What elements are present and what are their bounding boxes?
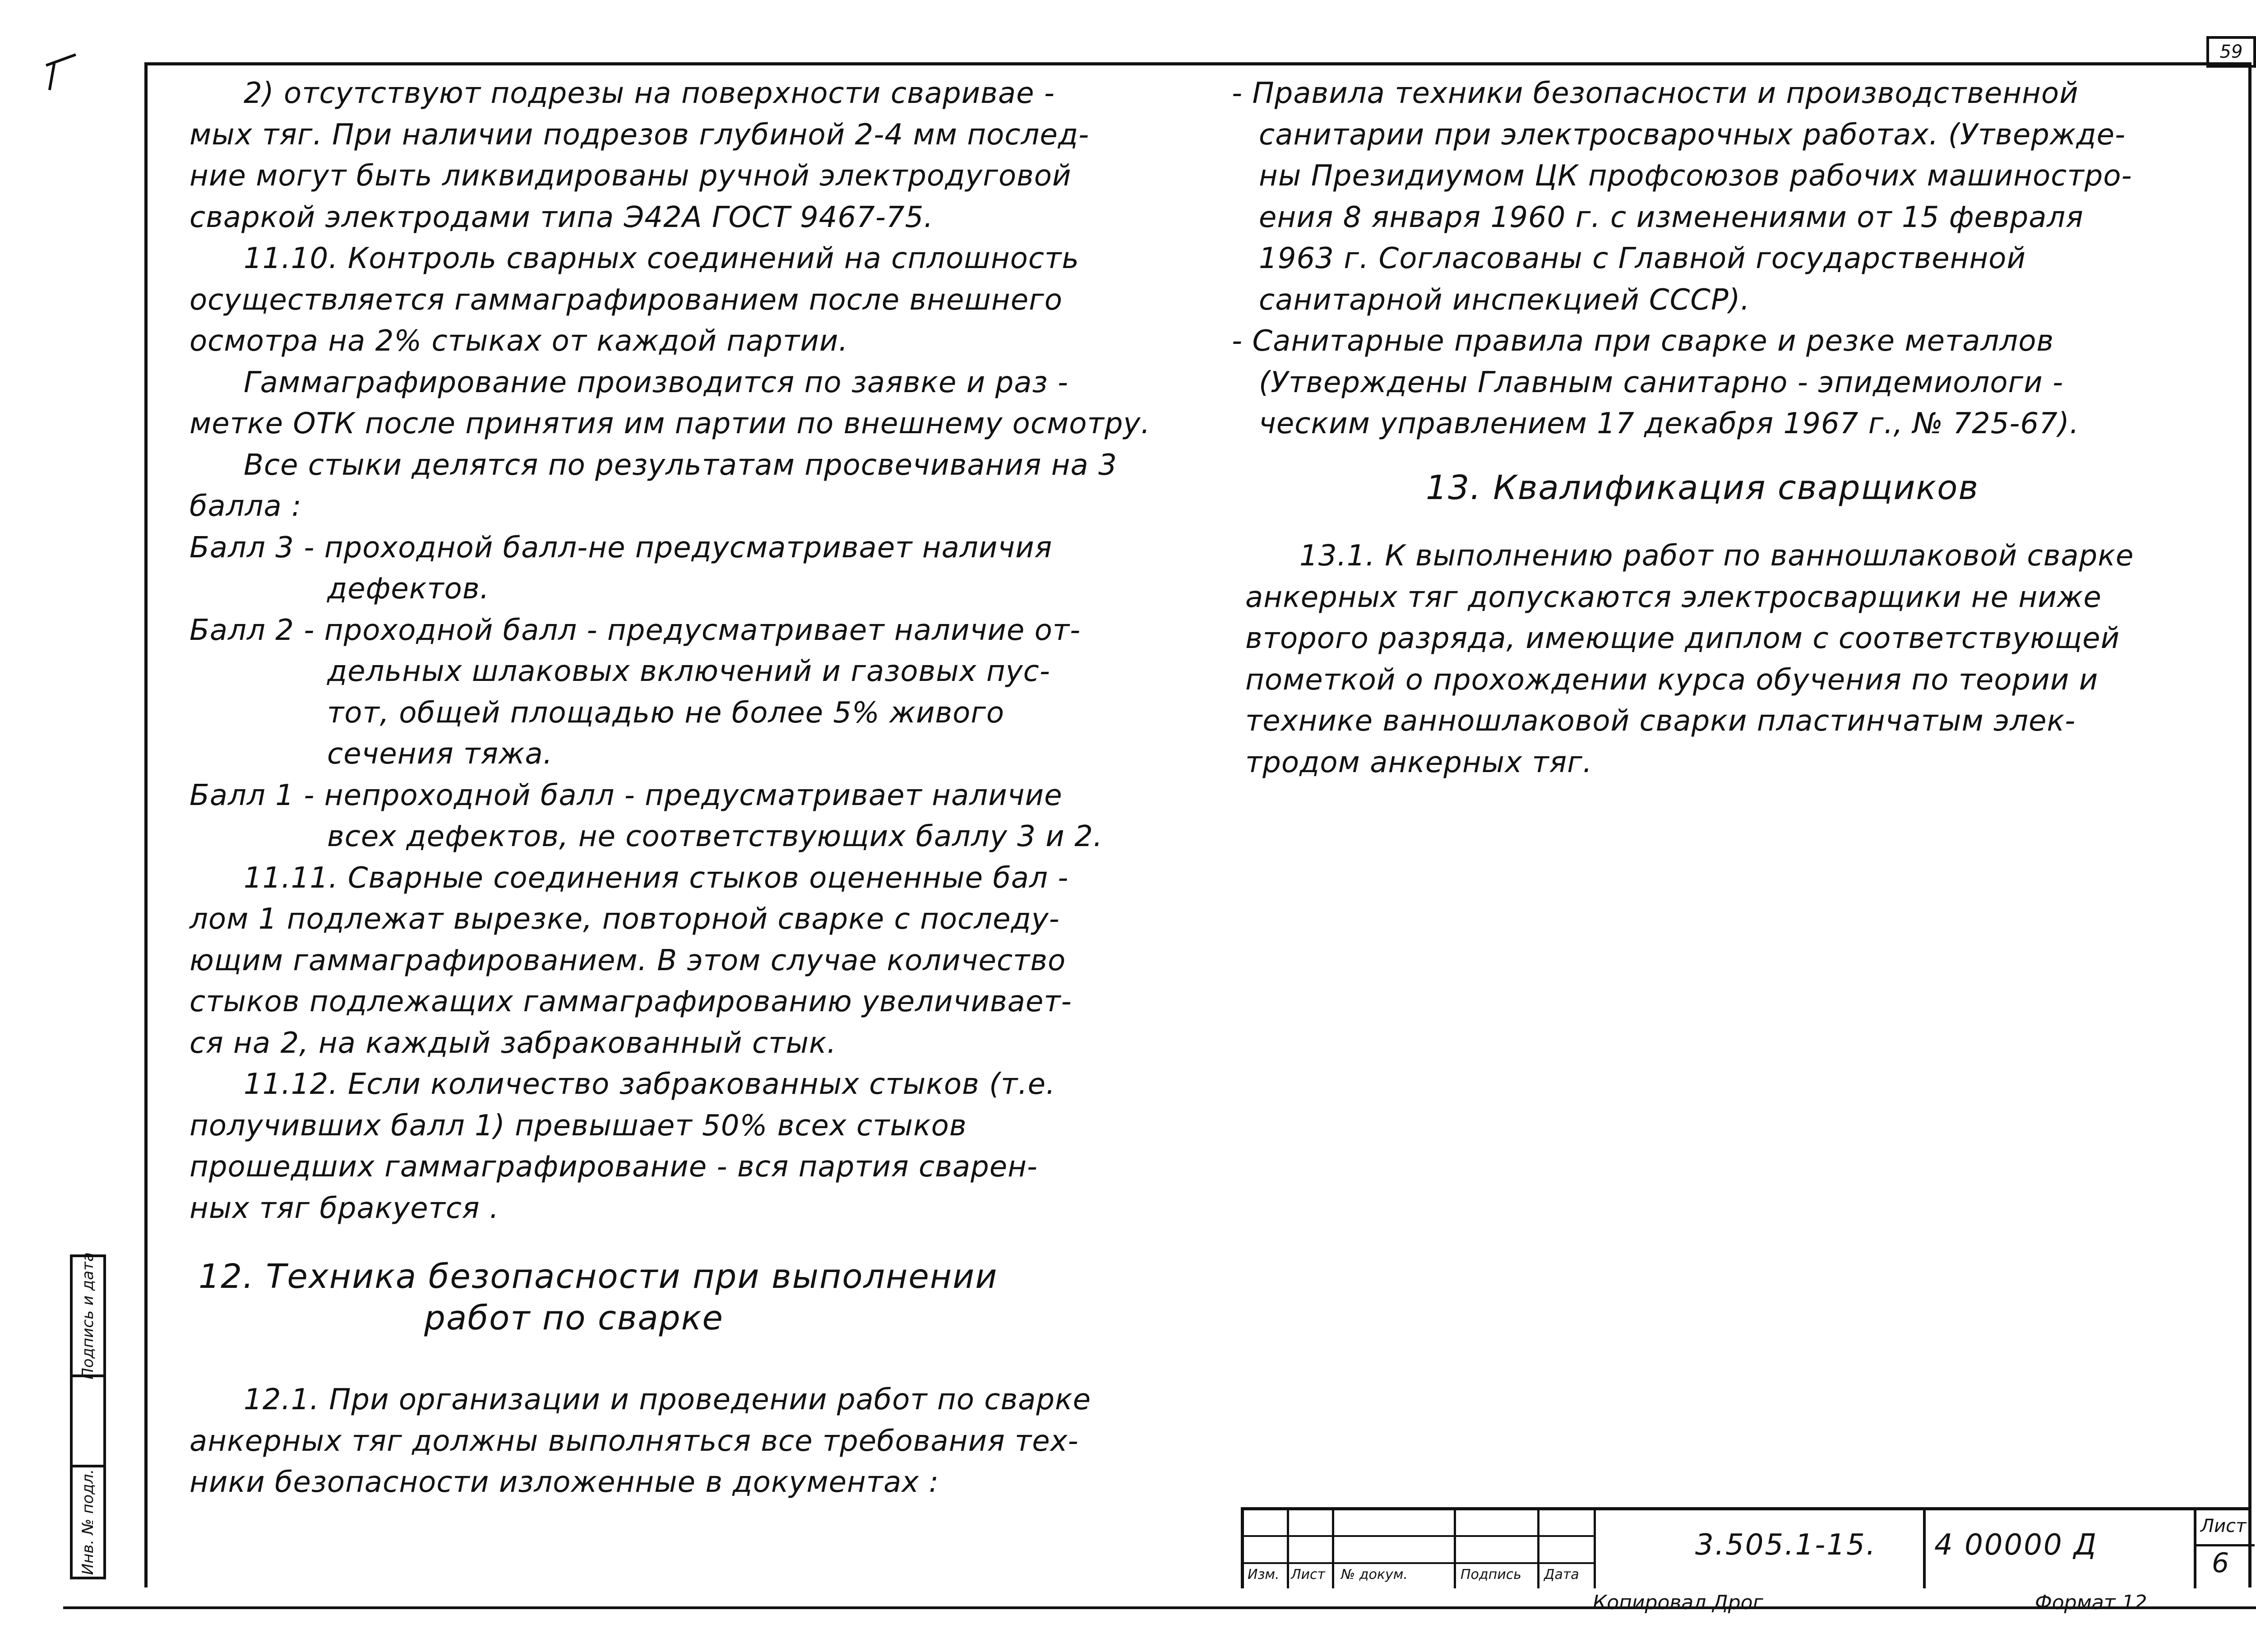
- text-line: сваркой электродами типа Э42А ГОСТ 9467-75.: [190, 200, 934, 234]
- col-header-change: Изм.: [1248, 1567, 1280, 1583]
- text-line: тродом анкерных тяг.: [1245, 745, 1593, 779]
- corner-tick-vertical: [48, 63, 55, 90]
- text-line: технике ванношлаковой сварки пластинчатым элек-: [1245, 704, 2076, 738]
- revision-table: [1244, 1510, 1596, 1588]
- grid-line: [1537, 1510, 1539, 1588]
- grid-line: [1244, 1535, 1596, 1537]
- text-line: анкерных тяг должны выполняться все требования тех-: [190, 1424, 1079, 1458]
- text-line: 11.12. Если количество забракованных стыков (т.е.: [244, 1068, 1056, 1101]
- spacer: [190, 1339, 1200, 1379]
- text-line: Балл 3 - проходной балл-не предусматривает наличия: [190, 531, 1053, 565]
- text-line: второго разряда, имеющие диплом с соответствующей: [1245, 622, 2120, 655]
- col-header-sheet: Лист: [1291, 1567, 1326, 1583]
- side-stamp-cell-signature: [73, 1252, 103, 1379]
- text-line: прошедших гаммаграфирование - вся партия сварен-: [190, 1150, 1038, 1184]
- text-line: 2) отсутствуют подрезы на поверхности сваривае -: [244, 77, 1055, 110]
- spacer: [190, 1229, 1200, 1256]
- section-12-heading-cont: работ по сварке: [424, 1298, 724, 1337]
- text-line: тот, общей площадью не более 5% живого: [327, 696, 1005, 730]
- grid-line: [2194, 1544, 2255, 1546]
- sheet-label: Лист: [2201, 1516, 2247, 1536]
- bottom-rule: [63, 1606, 2256, 1609]
- document-code: 4 00000 Д: [1934, 1528, 2098, 1562]
- text-line: всех дефектов, не соответствующих баллу 3 и 2.: [327, 820, 1103, 853]
- text-line: ения 8 января 1960 г. с изменениями от 15 февраля: [1259, 200, 2084, 234]
- text-line: 12.1. При организации и проведении работ по сварке: [244, 1383, 1091, 1416]
- text-line: ся на 2, на каждый забракованный стык.: [190, 1026, 837, 1060]
- text-line: ющим гаммаграфированием. В этом случае количество: [190, 944, 1066, 977]
- text-line: Балл 2 - проходной балл - предусматривает наличие от-: [190, 613, 1081, 647]
- text-line: пометкой о прохождении курса обучения по теории и: [1245, 663, 2099, 697]
- text-line: стыков подлежащих гаммаграфированию увеличивает-: [190, 985, 1072, 1018]
- grid-line: [1594, 1510, 1596, 1588]
- side-stamp: [70, 1254, 106, 1579]
- text-line: мых тяг. При наличии подрезов глубиной 2-4 мм послед-: [190, 118, 1090, 152]
- col-header-doc-no: № докум.: [1341, 1567, 1408, 1583]
- text-line: сечения тяжа.: [327, 737, 553, 771]
- side-stamp-cell-inv: [73, 1465, 103, 1577]
- text-line: санитарной инспекцией СССР).: [1259, 283, 1750, 317]
- text-line: анкерных тяг допускаются электросварщики не ниже: [1245, 580, 2102, 614]
- text-line: Все стыки делятся по результатам просвечивания на 3: [244, 448, 1117, 482]
- inventory-number-label: Инв. № подл.: [79, 1469, 97, 1575]
- text-line: дельных шлаковых включений и газовых пус-: [327, 655, 1050, 688]
- text-line: 11.11. Сварные соединения стыков оцененные бал -: [244, 861, 1069, 895]
- text-line: 1963 г. Согласованы с Главной государственной: [1259, 242, 2026, 275]
- text-line: санитарии при электросварочных работах. (Утвержде-: [1259, 118, 2126, 152]
- corner-tick: [46, 53, 76, 67]
- text-line: Гаммаграфирование производится по заявке и раз -: [244, 366, 1069, 399]
- text-line: получивших балл 1) превышает 50% всех стыков: [190, 1109, 967, 1143]
- right-column: [1232, 73, 2238, 783]
- section-13-heading: 13. Квалификация сварщиков: [1426, 468, 1979, 507]
- left-column: [190, 73, 1200, 1504]
- text-line: ние могут быть ликвидированы ручной электродуговой: [190, 159, 1072, 193]
- spacer: [1245, 445, 2238, 467]
- text-line: лом 1 подлежат вырезке, повторной сварке с последу-: [190, 902, 1060, 936]
- text-line: осуществляется гаммаграфированием после внешнего: [190, 283, 1063, 317]
- text-line: ческим управлением 17 декабря 1967 г., № 725-67).: [1259, 407, 2080, 440]
- side-stamp-cell-blank: [73, 1374, 103, 1465]
- col-header-signature: Подпись: [1461, 1567, 1521, 1583]
- grid-line: [1923, 1510, 1926, 1588]
- text-line: ных тяг бракуется .: [190, 1191, 499, 1225]
- text-line: ны Президиумом ЦК профсоюзов рабочих машиностро-: [1259, 159, 2132, 193]
- signature-date-label: Подпись и дата: [79, 1252, 97, 1379]
- col-header-date: Дата: [1544, 1567, 1579, 1583]
- text-line: - Санитарные правила при сварке и резке металлов: [1232, 324, 2054, 358]
- sheet-number: 6: [2212, 1547, 2229, 1579]
- grid-line: [1287, 1510, 1289, 1588]
- title-block: [1241, 1507, 2251, 1588]
- grid-line: [2194, 1510, 2196, 1588]
- text-line: осмотра на 2% стыках от каждой партии.: [190, 324, 848, 358]
- section-12-heading: 12. Техника безопасности при выполнении: [199, 1257, 998, 1296]
- document-number: 3.505.1-15.: [1695, 1528, 1877, 1562]
- text-line: - Правила техники безопасности и производственной: [1232, 77, 2079, 110]
- text-line: (Утверждены Главным санитарно - эпидемиологи -: [1259, 366, 2064, 399]
- copied-by: Копировал Дрог: [1593, 1591, 1763, 1614]
- text-line: Балл 1 - непроходной балл - предусматривает наличие: [190, 778, 1063, 812]
- grid-line: [1332, 1510, 1334, 1588]
- text-line: 13.1. К выполнению работ по ванношлаковой сварке: [1299, 539, 2134, 573]
- text-line: 11.10. Контроль сварных соединений на сплошность: [244, 242, 1080, 275]
- grid-line: [1244, 1562, 1596, 1564]
- text-line: метке ОТК после принятия им партии по внешнему осмотру.: [190, 407, 1151, 440]
- corner-sheet-number: 59: [2206, 36, 2256, 68]
- text-line: ники безопасности изложенные в документах :: [190, 1466, 939, 1499]
- paper-format: Формат 12: [2035, 1591, 2147, 1614]
- text-line: дефектов.: [327, 572, 490, 606]
- grid-line: [1454, 1510, 1456, 1588]
- text-line: балла :: [190, 490, 302, 523]
- spacer: [1245, 509, 2238, 536]
